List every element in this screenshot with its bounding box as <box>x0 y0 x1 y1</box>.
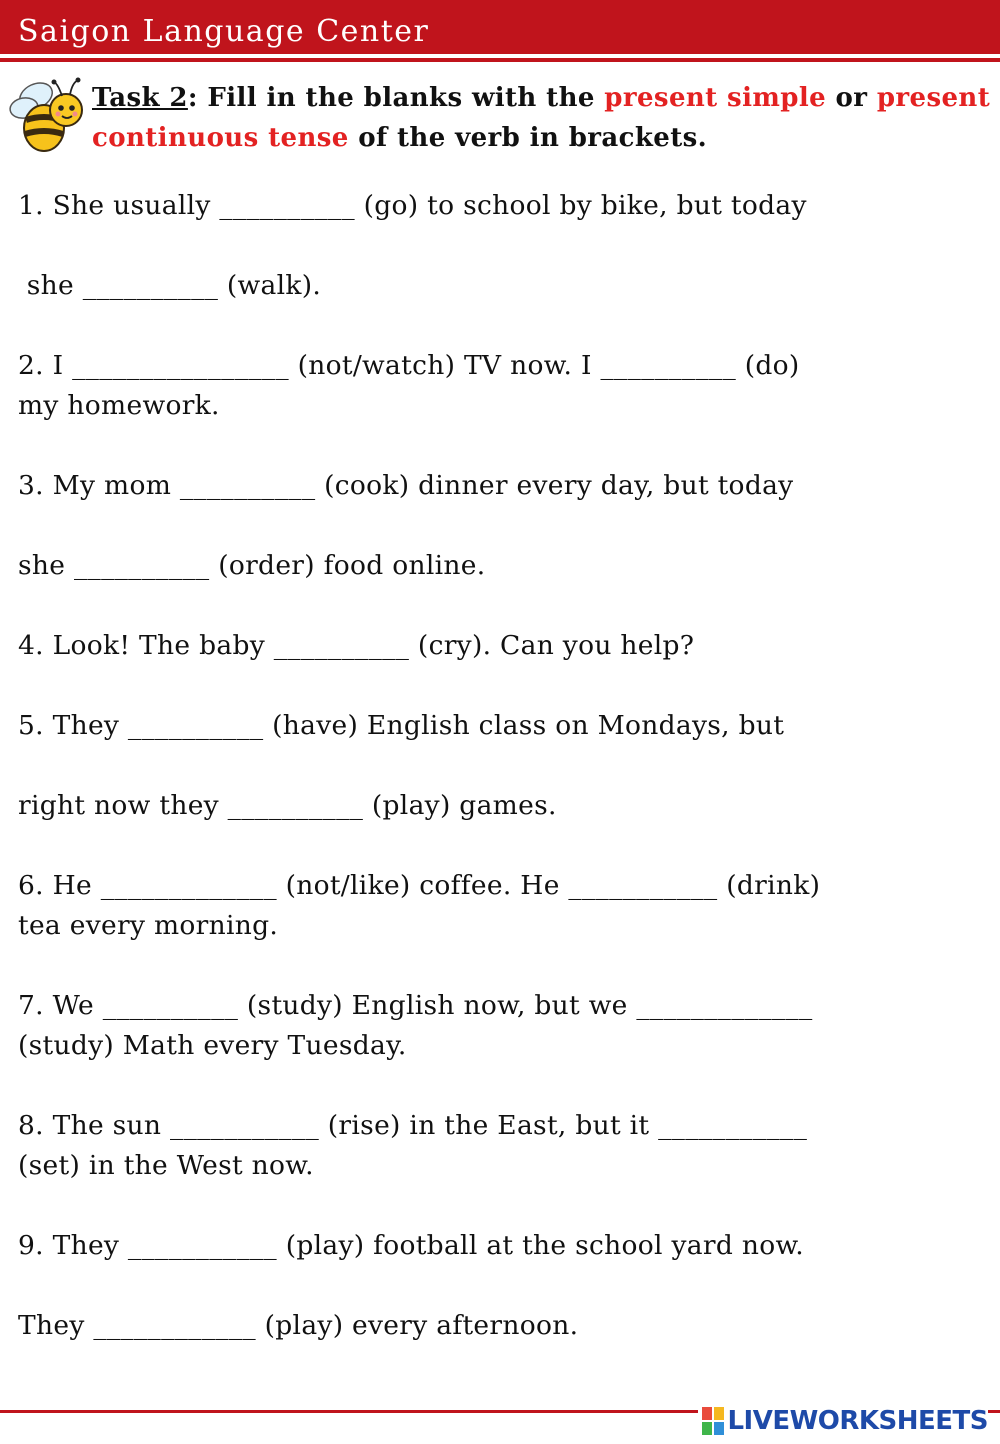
header-divider <box>0 58 1000 62</box>
task-highlight-present-continuous: present continuous tense <box>92 83 991 153</box>
question-3-line-1[interactable]: 3. My mom __________ (cook) dinner every day, but today <box>18 470 794 501</box>
liveworksheets-logo <box>698 1404 988 1438</box>
question-2-line-1[interactable]: 2. I ________________ (not/watch) TV now. I __________ (do) <box>18 350 800 381</box>
question-6-line-2: tea every morning. <box>18 910 279 941</box>
question-7-line-2: (study) Math every Tuesday. <box>18 1030 407 1061</box>
question-9-line-1[interactable]: 9. They ___________ (play) football at the school yard now. <box>18 1230 805 1261</box>
task-text-2: or <box>826 83 877 113</box>
question-9-line-2[interactable]: They ____________ (play) every afternoon. <box>18 1310 579 1341</box>
bee-icon <box>2 72 90 156</box>
question-5-line-1[interactable]: 5. They __________ (have) English class on Mondays, but <box>18 710 785 741</box>
task-label: Task 2 <box>92 83 188 113</box>
question-4[interactable]: 4. Look! The baby __________ (cry). Can you help? <box>18 630 695 661</box>
question-2-line-2: my homework. <box>18 390 220 421</box>
question-8-line-2: (set) in the West now. <box>18 1150 314 1181</box>
logo-text: LIVEWORKSHEETS <box>727 1406 988 1436</box>
question-6-line-1[interactable]: 6. He _____________ (not/like) coffee. He ___________ (drink) <box>18 870 821 901</box>
question-7-line-1[interactable]: 7. We __________ (study) English now, but we _____________ <box>18 990 813 1021</box>
task-text-3: of the verb in brackets. <box>348 123 708 153</box>
question-3-line-2[interactable]: she __________ (order) food online. <box>18 550 486 581</box>
task-highlight-present-simple: present simple <box>604 83 827 113</box>
question-8-line-1[interactable]: 8. The sun ___________ (rise) in the East, but it ___________ <box>18 1110 808 1141</box>
task-instruction <box>92 78 997 158</box>
question-1-line-1[interactable]: 1. She usually __________ (go) to school by bike, but today <box>18 190 807 221</box>
question-5-line-2[interactable]: right now they __________ (play) games. <box>18 790 557 821</box>
header-title: Saigon Language Center <box>18 14 430 49</box>
header-bar <box>0 0 1000 54</box>
task-text-1: : Fill in the blanks with the <box>187 83 605 113</box>
liveworksheets-logo-icon <box>702 1407 724 1435</box>
question-1-line-2[interactable]: she __________ (walk). <box>18 270 322 301</box>
